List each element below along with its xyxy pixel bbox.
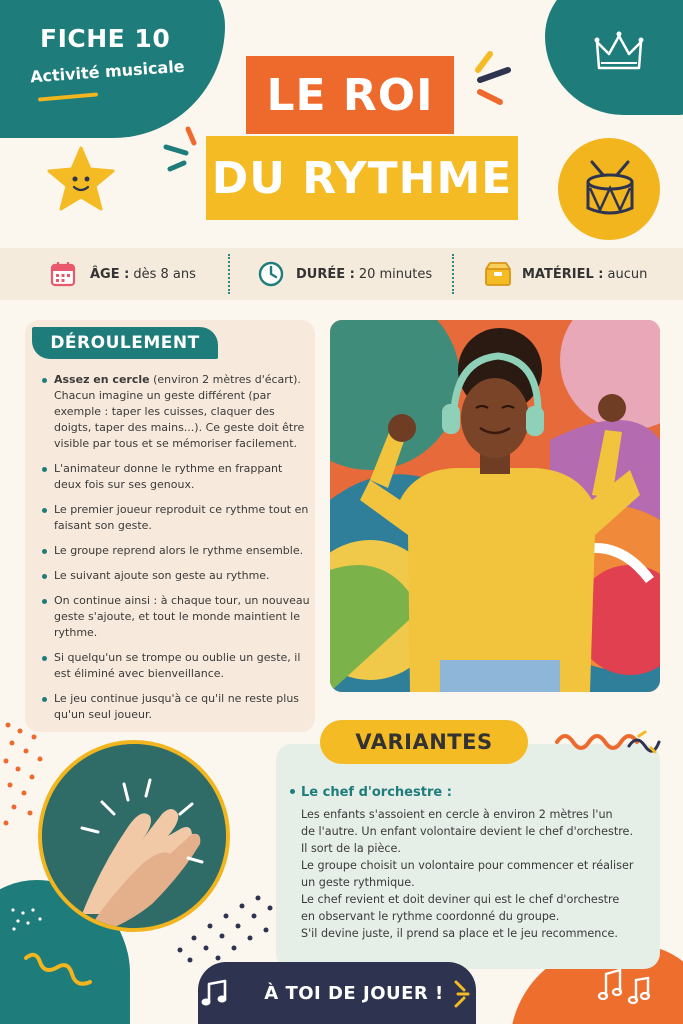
age-value: dès 8 ans: [133, 266, 196, 282]
step-text: Le groupe reprend alors le rythme ensemble.: [54, 544, 304, 557]
squiggle-decoration: [22, 948, 102, 998]
list-item: [38, 593, 310, 641]
step-emphasis: Assez en cercle: [54, 373, 150, 386]
step-text: Si quelqu'un se trompe ou oublie un geste, il est éliminé avec bienveillance.: [54, 651, 301, 680]
material-label: MATÉRIEL :: [522, 266, 604, 282]
variante-line: de l'autre. Un enfant volontaire devient le chef d'orchestre.: [301, 825, 633, 838]
variantes-title: VARIANTES: [320, 720, 528, 764]
squiggle-icon: [555, 728, 661, 756]
variante-line: S'il devine juste, il prend sa place et le jeu recommence.: [301, 927, 618, 940]
variante-line: en observant le rythme coordonné du groupe.: [301, 910, 560, 923]
crown-icon: [593, 30, 645, 78]
variante-description: [301, 806, 646, 942]
step-text: On continue ainsi : à chaque tour, un nouveau geste s'ajoute, et tout le monde maintient le rythme.: [54, 594, 310, 639]
step-text: L'animateur donne le rythme en frappant deux fois sur ses genoux.: [54, 462, 283, 491]
step-text: Le jeu continue jusqu'à ce qu'il ne reste plus qu'un seul joueur.: [54, 692, 300, 721]
step-text: (environ 2 mètres d'écart). Chacun imagine un geste différent (par exemple : taper les cuisses, claquer des doigts, taper des mains...). Ce geste doit être visible par tous et se mémoriser facilement.: [54, 373, 305, 450]
sparkle-icon: [470, 50, 516, 112]
info-divider: [228, 254, 230, 294]
info-divider: [452, 254, 454, 294]
white-dots-decoration: [8, 905, 58, 935]
list-item: [38, 650, 310, 682]
clock-icon: [258, 261, 284, 287]
age-label: ÂGE :: [90, 266, 130, 282]
duration-label: DURÉE :: [296, 266, 355, 282]
list-item: [38, 461, 310, 493]
music-note-icon: [200, 978, 230, 1008]
fiche-number: FICHE 10: [40, 24, 171, 53]
deroulement-title: DÉROULEMENT: [32, 327, 218, 359]
list-item: [38, 691, 310, 723]
cta-label: À TOI DE JOUER !: [264, 982, 444, 1004]
info-material: [484, 248, 647, 300]
variante-line: Les enfants s'assoient en cercle à environ 2 mètres l'un: [301, 808, 613, 821]
clapping-hands-photo: [38, 740, 230, 932]
box-icon: [484, 261, 512, 287]
fiche-category: Activité musicale: [29, 56, 186, 87]
variante-line: Il sort de la pièce.: [301, 842, 401, 855]
calendar-icon: [50, 261, 76, 287]
variante-line: Le groupe choisit un volontaire pour commencer et réaliser: [301, 859, 634, 872]
sparkle-icon-left: [160, 125, 200, 177]
bullet-icon: [290, 789, 295, 794]
list-item: [38, 543, 310, 559]
list-item: [38, 568, 310, 584]
step-text: Le premier joueur reproduit ce rythme tout en faisant son geste.: [54, 503, 309, 532]
title-line-1: LE ROI: [246, 56, 454, 134]
music-notes-icon: [596, 966, 658, 1006]
variante-heading: Le chef d'orchestre :: [301, 785, 452, 800]
sparkle-icon: [452, 978, 474, 1008]
info-strip: [0, 248, 683, 300]
step-text: Le suivant ajoute son geste au rythme.: [54, 569, 270, 582]
list-item: [38, 502, 310, 534]
variante-line: un geste rythmique.: [301, 876, 415, 889]
list-item: [38, 372, 310, 452]
star-icon: [46, 145, 116, 213]
info-age: [50, 248, 196, 300]
child-dancing-photo: [330, 320, 660, 692]
duration-value: 20 minutes: [358, 266, 433, 282]
variante-line: Le chef revient et doit deviner qui est le chef d'orchestre: [301, 893, 620, 906]
title-line-2: DU RYTHME: [206, 136, 518, 220]
material-value: aucun: [607, 266, 648, 282]
steps-list: [38, 372, 310, 732]
info-duration: [258, 248, 432, 300]
drum-icon: [578, 158, 642, 222]
play-cta-banner: [198, 962, 476, 1024]
